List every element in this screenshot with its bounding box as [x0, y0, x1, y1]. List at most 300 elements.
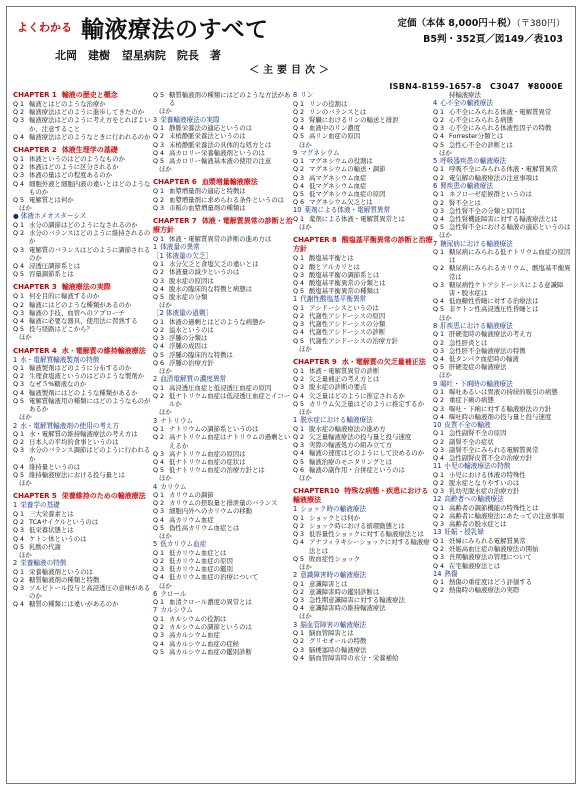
- chapter-title: 酸塩基平衡異常の診断と治療方針: [293, 236, 433, 254]
- question-text: 高齢者に輸液療法にあたっての注意事項: [449, 512, 565, 521]
- question-text: 乳幼児脱水症の治療方針: [449, 487, 520, 496]
- section-title: 腎疾患の輸液療法: [440, 181, 493, 190]
- question-number: Q 1: [13, 100, 25, 108]
- chapter-heading: [13, 146, 153, 155]
- section-heading: [433, 528, 573, 537]
- question-text: 酸塩基平衡の調節系とは: [309, 270, 380, 279]
- section-heading: [153, 540, 293, 549]
- question-number: Q 6: [293, 198, 305, 207]
- question-item: [293, 182, 433, 190]
- section-number: 1: [13, 355, 18, 364]
- question-text: 水・電解質の維持輸液療法の考え方は: [29, 430, 138, 438]
- question-number: Q 1: [13, 220, 25, 229]
- question-text: マグネシウム欠乏とは: [309, 198, 373, 207]
- question-item: [433, 165, 573, 173]
- chapter-heading: [13, 347, 153, 356]
- question-text: 低カリウム血症の治療について: [169, 573, 259, 582]
- other-items-label: ほか: [19, 413, 32, 422]
- section-number: 5: [153, 540, 158, 549]
- section-title: 意識障害時の輸液療法: [300, 571, 367, 580]
- question-number: Q 2: [13, 300, 25, 309]
- question-text: 脱水症の分類: [169, 292, 208, 301]
- question-text: 低容量性ショックに対する輸液療法とは: [309, 530, 424, 539]
- catalog-page: [6, 6, 576, 784]
- question-text: 酸塩基平衡異常の分類とは: [309, 278, 386, 287]
- section-heading: [293, 505, 433, 514]
- question-item: [153, 491, 293, 499]
- question-item: [153, 507, 293, 515]
- section-title: 低カリウム血症: [160, 540, 207, 549]
- chapter-heading: [13, 91, 153, 100]
- question-text: 代謝性アシドーシスの診断: [309, 328, 386, 337]
- chapter-number: CHAPTER 5: [13, 492, 57, 501]
- question-item: [153, 458, 293, 466]
- question-text: 糖質の種類には違いがあるのか: [29, 600, 119, 609]
- question-number: Q 4: [153, 573, 165, 582]
- question-item: [293, 604, 433, 612]
- question-number: Q 5: [13, 542, 25, 551]
- question-number: Q 5: [433, 140, 445, 149]
- question-item: [433, 553, 573, 561]
- question-item: [13, 309, 153, 317]
- toc-title: ＜主要目次＞: [249, 65, 333, 76]
- question-number: Q 4: [293, 278, 305, 287]
- question-number: Q 3: [153, 449, 165, 458]
- question-item: [153, 318, 293, 326]
- question-item: [13, 463, 153, 471]
- question-number: Q 2: [433, 338, 445, 347]
- question-number: Q 3: [433, 487, 445, 496]
- question-text: 体液・電解質異常の診断: [309, 367, 380, 376]
- question-text: ショックとは何か: [309, 513, 360, 522]
- question-text: 高ナトリウム血症はナトリウムの過剰といえるか: [169, 433, 291, 450]
- question-number: Q 1: [433, 429, 445, 438]
- chapter-number: CHAPTER 6: [153, 178, 197, 187]
- question-number: Q 2: [293, 637, 305, 646]
- question-item: [293, 392, 433, 400]
- question-number: Q 3: [433, 404, 445, 413]
- question-text: 実際の輸液処方の組み立て方: [309, 441, 393, 450]
- other-items-label: ほか: [439, 371, 452, 380]
- question-item: [153, 157, 293, 165]
- section-number: 10: [433, 420, 442, 429]
- section-heading: [13, 501, 153, 510]
- question-text: 急性期意識障害に対する輸液療法: [309, 596, 405, 605]
- question-text: 静脈栄養法の適応というのは: [169, 124, 253, 133]
- question-text: 急性肝不全輸液療法の特徴: [449, 346, 526, 355]
- section-number: 12: [433, 495, 442, 504]
- question-number: Q 2: [433, 264, 445, 273]
- question-number: Q 2: [153, 499, 165, 508]
- question-number: Q 1: [293, 513, 305, 522]
- question-text: 意識障害とは: [309, 579, 348, 588]
- question-text: 高カルシウム血症の症候: [169, 639, 240, 648]
- question-item: [293, 337, 433, 345]
- question-item: [13, 221, 153, 229]
- question-text: 脱水の臨床的な特徴と病態は: [169, 284, 253, 293]
- other-items-label: ほか: [299, 562, 312, 571]
- question-text: 容量調節系とは: [29, 270, 74, 279]
- question-item: [433, 438, 573, 446]
- section-title: ショック時の輸液療法: [300, 505, 367, 514]
- section-title: ［1 体液量の欠乏］: [153, 251, 213, 260]
- chapter-heading: [293, 358, 433, 367]
- question-item: [433, 429, 573, 437]
- question-text: 肝硬変時の輸液療法の考え方: [449, 330, 533, 339]
- question-item: [153, 141, 293, 149]
- price: [397, 15, 565, 29]
- question-item: [13, 526, 153, 534]
- question-number: Q 3: [293, 596, 305, 605]
- question-text: 急性心不全の診断とは: [449, 140, 513, 149]
- section-title: 代謝性酸塩基平衡異常: [300, 295, 367, 304]
- question-item: [293, 588, 433, 596]
- header: [7, 7, 575, 77]
- question-number: Q 1: [13, 567, 25, 576]
- other-items-label: ほか: [439, 231, 452, 240]
- question-text: 低カリウム血症の鑑別: [169, 565, 233, 574]
- question-item: [433, 454, 573, 462]
- question-text: 嘔吐あるいは胃液の持続的吸引の病態: [449, 388, 558, 397]
- question-number: Q 2: [153, 433, 165, 442]
- chapter-heading: [13, 283, 153, 292]
- section-heading: [433, 462, 573, 471]
- question-text: 浮腫の治療方針: [169, 358, 214, 367]
- question-item: [433, 355, 573, 363]
- question-item: [153, 268, 293, 276]
- question-number: Q 4: [153, 284, 165, 293]
- section-heading: [293, 91, 433, 100]
- question-number: Q 3: [293, 115, 305, 124]
- question-text: 代謝性アシドーシスの治療方針: [309, 336, 398, 345]
- question-text: 浮腫の分類は: [169, 334, 208, 343]
- question-item: [153, 293, 293, 301]
- section-title: 栄養輸液療法の実際: [160, 115, 220, 124]
- question-item: [13, 576, 153, 584]
- section-number: 4: [433, 99, 438, 108]
- section-number: 8: [433, 321, 438, 330]
- question-text: 非ケトン性高浸透圧性昏睡とは: [449, 305, 539, 314]
- section-title: 高齢者への輸液療法: [444, 495, 504, 504]
- question-item: [153, 91, 293, 107]
- question-number: Q 4: [13, 534, 25, 543]
- toc-columns: [13, 91, 571, 781]
- question-text: 高浸透圧血症と低浸透圧血症の原因: [169, 383, 272, 392]
- question-number: Q 1: [13, 364, 25, 373]
- question-number: Q 1: [153, 260, 165, 269]
- question-text: 酸とアルカリとは: [309, 262, 360, 271]
- other-items-label: ほか: [299, 223, 312, 232]
- question-item: [433, 504, 573, 512]
- question-number: Q 2: [433, 545, 445, 554]
- question-number: Q 3: [433, 280, 445, 289]
- author-name: 北岡 建樹: [55, 49, 110, 62]
- question-text: 脱水症の輸液療法の進め方: [309, 424, 386, 433]
- question-item: [293, 263, 433, 271]
- question-number: Q 4: [153, 639, 165, 648]
- question-item: [13, 246, 153, 262]
- question-item: [153, 466, 293, 474]
- question-text: 酸塩基平衡とは: [309, 254, 354, 263]
- question-text: アシドーシスというのは: [309, 303, 379, 312]
- question-text: 体液の過剰とはどのような病態か: [169, 317, 265, 326]
- section-title: 体液ホメオスターシス: [20, 212, 87, 221]
- section-number: 4: [153, 482, 158, 491]
- question-number: Q 2: [153, 391, 165, 400]
- question-text: 水分の調節はどのようになされるのか: [29, 220, 138, 229]
- book-specs: B5判・352頁／図149／表103: [423, 34, 563, 45]
- question-number: Q 1: [433, 388, 445, 397]
- section-heading: [153, 375, 293, 384]
- question-item: [293, 190, 433, 198]
- question-number: Q 4: [293, 538, 305, 547]
- question-item: [153, 524, 293, 532]
- question-number: Q 1: [293, 579, 305, 588]
- section-heading: [293, 295, 433, 304]
- question-item: [293, 449, 433, 457]
- question-number: Q 3: [433, 346, 445, 355]
- question-text: 末梢静脈栄養法の具体的な処方とは: [169, 140, 272, 149]
- chapter-title: 栄養維持のための輸液療法: [61, 492, 146, 501]
- question-number: Q 5: [293, 336, 305, 345]
- question-number: Q 5: [153, 523, 165, 532]
- question-number: Q 2: [293, 165, 305, 174]
- question-text: 体液量の減少というのは: [169, 268, 240, 277]
- section-heading: [153, 606, 293, 615]
- question-item: [13, 229, 153, 245]
- question-item: [153, 392, 293, 408]
- question-text: ケトン体というのは: [29, 534, 87, 543]
- question-text: 偽性高カリウム血症とは: [169, 523, 240, 532]
- question-text: 輸液の副作用・合併症というのは: [309, 465, 405, 474]
- section-number: 2: [13, 559, 18, 568]
- question-item: [293, 100, 433, 108]
- question-text: 乳酸の代謝: [29, 542, 61, 551]
- question-number: Q 5: [153, 156, 165, 165]
- question-number: Q 2: [293, 262, 305, 271]
- question-item: [293, 254, 433, 262]
- question-item: [433, 487, 573, 495]
- question-item: [433, 281, 573, 297]
- question-item: [293, 174, 433, 182]
- question-item: [293, 279, 433, 287]
- question-item: [13, 535, 153, 543]
- question-text: 代謝性アシドーシスの分類: [309, 320, 386, 329]
- question-item: [433, 91, 573, 99]
- section-heading: [293, 571, 433, 580]
- question-number: Q 4: [293, 181, 305, 190]
- question-number: Q 1: [433, 578, 445, 587]
- question-item: [433, 174, 573, 182]
- question-number: Q 5: [293, 287, 305, 296]
- question-number: Q 4: [293, 328, 305, 337]
- question-item: [153, 549, 293, 557]
- question-number: Q 3: [153, 565, 165, 574]
- section-title: 血清電解質の濃度異常: [160, 375, 227, 384]
- toc-column-1: [13, 91, 153, 781]
- question-item: [433, 108, 573, 116]
- question-number: Q 3: [433, 206, 445, 215]
- section-heading: [153, 252, 293, 261]
- question-text: ナトリウムの調節系というのは: [169, 425, 259, 434]
- question-text: 長期輸液療法の管理について: [449, 553, 532, 562]
- question-text: 電解質とは何か: [29, 196, 74, 205]
- question-item: [293, 271, 433, 279]
- section-number: 3: [153, 416, 158, 425]
- question-text: 心不全にみられる体液・電解質異常: [449, 107, 552, 116]
- question-number: Q 5: [293, 554, 305, 563]
- question-number: Q 2: [433, 396, 445, 405]
- question-text: 低血糖性昏睡に対する治療法は: [449, 297, 539, 306]
- question-text: 電解質のバランスはどのように調節されるのか: [29, 245, 151, 262]
- question-item: [433, 347, 573, 355]
- other-items-label: ほか: [19, 479, 32, 488]
- question-number: Q 3: [433, 445, 445, 454]
- question-item: [13, 100, 153, 108]
- chapter-title: 体液生理学の基礎: [61, 146, 118, 155]
- question-number: Q 1: [293, 367, 305, 376]
- question-number: Q 1: [153, 614, 165, 623]
- question-item: [13, 133, 153, 141]
- question-number: Q 5: [153, 466, 165, 475]
- question-text: 脳血管障害時の水分・栄養補給: [309, 653, 399, 662]
- question-number: Q 2: [13, 372, 25, 381]
- question-text: ソルビトール投与と高浸透圧の意味があるのか: [29, 584, 151, 601]
- toc-column-3: [293, 91, 433, 781]
- question-number: Q 2: [153, 132, 165, 141]
- question-text: 心不全にみられる体液性因子の特徴: [449, 124, 552, 133]
- chapter-heading: [153, 178, 293, 187]
- section-number: 8: [293, 91, 298, 99]
- question-number: Q 2: [13, 108, 25, 117]
- question-number: Q 1: [153, 598, 165, 607]
- question-number: Q 5: [433, 305, 445, 314]
- other-items-label: ほか: [159, 367, 172, 376]
- other-items-label: ほか: [19, 550, 32, 559]
- question-text: 敗血症性ショック: [309, 554, 360, 563]
- question-item: [13, 380, 153, 388]
- question-number: Q 5: [153, 91, 165, 99]
- question-item: [13, 471, 153, 479]
- section-number: 2: [13, 421, 18, 430]
- question-item: [153, 516, 293, 524]
- chapter-number: CHAPTER 3: [13, 283, 57, 292]
- question-number: Q 3: [13, 116, 25, 125]
- question-number: Q 3: [153, 631, 165, 640]
- question-number: Q 5: [153, 350, 165, 359]
- price-value: 定価（本体 8,000円＋税）: [397, 18, 517, 29]
- question-text: 薬剤による体液・電解質異常とは: [309, 214, 405, 223]
- question-text: カルシウムの役割は: [169, 614, 227, 623]
- question-item: [433, 330, 573, 338]
- section-heading: [13, 559, 153, 568]
- question-text: 低カリウム血症の原因: [169, 556, 233, 565]
- chapter-heading: [153, 217, 293, 235]
- section-title: 小児の輸液療法の特徴: [444, 462, 511, 471]
- question-item: [13, 325, 153, 333]
- question-item: [293, 165, 433, 173]
- question-item: [153, 450, 293, 458]
- section-heading: [153, 243, 293, 252]
- section-title: 糖尿病における輸液療法: [440, 239, 513, 248]
- chapter-title: 体液・電解質異常の診断と治療方針: [153, 216, 293, 234]
- question-text: 脳梗塞時の輸液療法: [309, 645, 367, 654]
- question-item: [433, 471, 573, 479]
- question-text: 呼吸不全にみられる体液・電解質異常: [449, 165, 558, 174]
- question-number: Q 1: [153, 317, 165, 326]
- question-text: リンのバランスとは: [309, 107, 367, 116]
- question-number: Q 5: [13, 196, 25, 205]
- question-number: Q 2: [433, 173, 445, 182]
- question-item: [153, 384, 293, 392]
- question-item: [153, 277, 293, 285]
- question-number: Q 3: [13, 308, 25, 317]
- question-number: Q 3: [153, 140, 165, 149]
- question-text: 電解質輸液用の種類にはどのようなものがあるか: [29, 396, 151, 414]
- section-title: 嘔吐・下痢時の輸液療法: [440, 379, 513, 388]
- question-item: [293, 108, 433, 116]
- question-text: アナフィラキシーショックに対する輸液療法とは: [309, 538, 430, 555]
- question-number: Q 4: [13, 316, 25, 325]
- question-item: [293, 215, 433, 223]
- question-item: [153, 149, 293, 157]
- question-item: [153, 285, 293, 293]
- section-heading: [13, 212, 153, 221]
- question-text: 電気解の輸液療法の注意事項は: [449, 173, 539, 182]
- question-text: 糖質輸液剤の種類にはどのような方法がある: [169, 91, 291, 108]
- section-title: 妊娠・授乳婦: [444, 528, 484, 537]
- question-text: 急性腎不全の分類と原因は: [449, 206, 526, 215]
- question-item: [433, 446, 573, 454]
- question-text: ネフローゼ症候群というのは: [449, 190, 532, 199]
- question-text: 浮腫の成因は: [169, 342, 208, 351]
- question-text: 低マグネシウム血症: [309, 181, 367, 190]
- question-text: TCAサイクルというのは: [29, 518, 99, 527]
- question-item: [13, 116, 153, 132]
- question-number: Q 2: [153, 326, 165, 335]
- other-items-label: ほか: [159, 408, 172, 417]
- section-title: 体液量の異常: [160, 243, 200, 252]
- question-item: [433, 305, 573, 313]
- section-heading: [153, 116, 293, 125]
- question-item: [13, 543, 153, 551]
- section-heading: [13, 356, 153, 365]
- question-text: 肝硬変症の輸液療法: [449, 363, 507, 372]
- chapter-title: 血漿増量輸液療法: [201, 178, 258, 187]
- question-text: グリセオールの特徴: [309, 637, 367, 646]
- question-text: 水分欠乏と食塩欠乏の違いとは: [169, 260, 259, 269]
- question-number: Q 5: [153, 647, 165, 656]
- question-item: [13, 180, 153, 196]
- section-heading: [433, 240, 573, 249]
- question-item: [153, 598, 293, 606]
- question-number: Q 3: [13, 446, 25, 455]
- question-number: Q 1: [433, 536, 445, 545]
- question-number: Q 2: [153, 268, 165, 277]
- section-title: 薬剤による体液・電解質異常: [304, 206, 391, 215]
- question-text: 輸液にはどのような種類があるのか: [29, 300, 132, 309]
- question-text: 高マグネシウム血症: [309, 173, 367, 182]
- question-text: 血清クロール濃度の異常とは: [169, 598, 252, 607]
- section-heading: [433, 380, 573, 389]
- section-number: 3: [293, 620, 298, 629]
- question-text: 脱水症の原因は: [169, 276, 214, 285]
- question-number: Q 2: [433, 198, 445, 207]
- question-item: [433, 405, 573, 413]
- question-text: ショック時における循環動態とは: [309, 521, 405, 530]
- section-number: 1: [293, 416, 298, 425]
- question-number: Q 4: [293, 449, 305, 458]
